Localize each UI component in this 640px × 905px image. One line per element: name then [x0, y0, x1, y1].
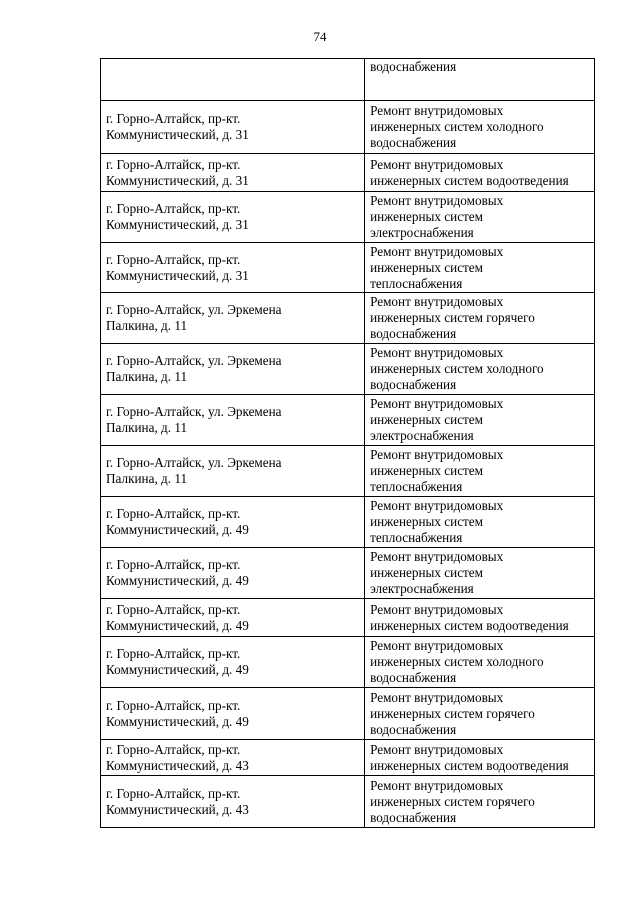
work-cell [365, 344, 595, 395]
work-text: Ремонт внутридомовых инженерных систем горячего водоснабжения [370, 777, 535, 825]
address-cell [101, 599, 365, 637]
work-cell [365, 395, 595, 446]
address-cell [101, 101, 365, 154]
work-cell [365, 446, 595, 497]
address-cell [101, 344, 365, 395]
work-text: Ремонт внутридомовых инженерных систем теплоснабжения [370, 447, 504, 494]
table-row [101, 446, 595, 497]
address-cell [101, 243, 365, 293]
table-row [101, 293, 595, 344]
address-cell [101, 192, 365, 243]
table-row [101, 599, 595, 637]
work-cell [365, 548, 595, 599]
table-row [101, 344, 595, 395]
page-number: 74 [313, 29, 327, 44]
address-text: г. Горно-Алтайск, ул. Эркемена Палкина, д. 11 [106, 404, 282, 435]
work-text: Ремонт внутридомовых инженерных систем холодного водоснабжения [370, 103, 544, 150]
address-text: г. Горно-Алтайск, пр-кт. Коммунистический, д. 49 [106, 506, 249, 537]
address-cell [101, 395, 365, 446]
work-cell [365, 599, 595, 637]
work-cell [365, 688, 595, 740]
address-cell [101, 59, 365, 101]
work-text: Ремонт внутридомовых инженерных систем горячего водоснабжения [370, 689, 535, 737]
address-cell [101, 154, 365, 192]
address-text: г. Горно-Алтайск, ул. Эркемена Палкина, д. 11 [106, 302, 282, 333]
address-cell [101, 688, 365, 740]
address-text: г. Горно-Алтайск, пр-кт. Коммунистический, д. 43 [106, 741, 249, 773]
address-text: г. Горно-Алтайск, пр-кт. Коммунистический, д. 31 [106, 251, 249, 283]
work-cell [365, 243, 595, 293]
table-row [101, 192, 595, 243]
work-text: Ремонт внутридомовых инженерных систем холодного водоснабжения [370, 638, 544, 685]
address-cell [101, 776, 365, 828]
address-text: г. Горно-Алтайск, пр-кт. Коммунистический, д. 49 [106, 646, 249, 677]
address-text: г. Горно-Алтайск, пр-кт. Коммунистический, д. 49 [106, 601, 249, 633]
table-row [101, 154, 595, 192]
table-row [101, 59, 595, 101]
address-cell [101, 293, 365, 344]
address-text: г. Горно-Алтайск, пр-кт. Коммунистический, д. 49 [106, 557, 249, 588]
works-table [100, 58, 595, 828]
work-text: Ремонт внутридомовых инженерных систем водоотведения [370, 156, 569, 188]
work-cell [365, 293, 595, 344]
table-row [101, 688, 595, 740]
address-text: г. Горно-Алтайск, пр-кт. Коммунистический, д. 31 [106, 201, 249, 232]
table-row [101, 637, 595, 688]
work-text: Ремонт внутридомовых инженерных систем горячего водоснабжения [370, 294, 535, 341]
work-text: водоснабжения [370, 59, 457, 74]
table-row [101, 740, 595, 776]
work-text: Ремонт внутридомовых инженерных систем холодного водоснабжения [370, 345, 544, 392]
work-text: Ремонт внутридомовых инженерных систем водоотведения [370, 741, 569, 773]
work-cell [365, 497, 595, 548]
work-cell [365, 154, 595, 192]
address-text: г. Горно-Алтайск, пр-кт. Коммунистический, д. 49 [106, 697, 249, 729]
work-text: Ремонт внутридомовых инженерных систем электроснабжения [370, 396, 504, 443]
address-text: г. Горно-Алтайск, ул. Эркемена Палкина, д. 11 [106, 353, 282, 384]
address-text: г. Горно-Алтайск, пр-кт. Коммунистический, д. 31 [106, 111, 249, 142]
address-text: г. Горно-Алтайск, пр-кт. Коммунистический, д. 31 [106, 156, 249, 188]
table-row [101, 776, 595, 828]
work-cell [365, 776, 595, 828]
address-text: г. Горно-Алтайск, ул. Эркемена Палкина, д. 11 [106, 455, 282, 486]
address-cell [101, 740, 365, 776]
work-cell [365, 101, 595, 154]
table-row [101, 548, 595, 599]
work-text: Ремонт внутридомовых инженерных систем водоотведения [370, 601, 569, 633]
address-cell [101, 637, 365, 688]
work-text: Ремонт внутридомовых инженерных систем теплоснабжения [370, 498, 504, 545]
work-text: Ремонт внутридомовых инженерных систем теплоснабжения [370, 243, 504, 291]
table-row [101, 395, 595, 446]
work-cell [365, 740, 595, 776]
work-cell [365, 59, 595, 101]
table-row [101, 101, 595, 154]
address-cell [101, 446, 365, 497]
table-row [101, 243, 595, 293]
work-text: Ремонт внутридомовых инженерных систем электроснабжения [370, 549, 504, 596]
address-text: г. Горно-Алтайск, пр-кт. Коммунистический, д. 43 [106, 785, 249, 817]
table-row [101, 497, 595, 548]
address-cell [101, 497, 365, 548]
work-cell [365, 192, 595, 243]
work-text: Ремонт внутридомовых инженерных систем электроснабжения [370, 193, 504, 240]
work-cell [365, 637, 595, 688]
address-cell [101, 548, 365, 599]
